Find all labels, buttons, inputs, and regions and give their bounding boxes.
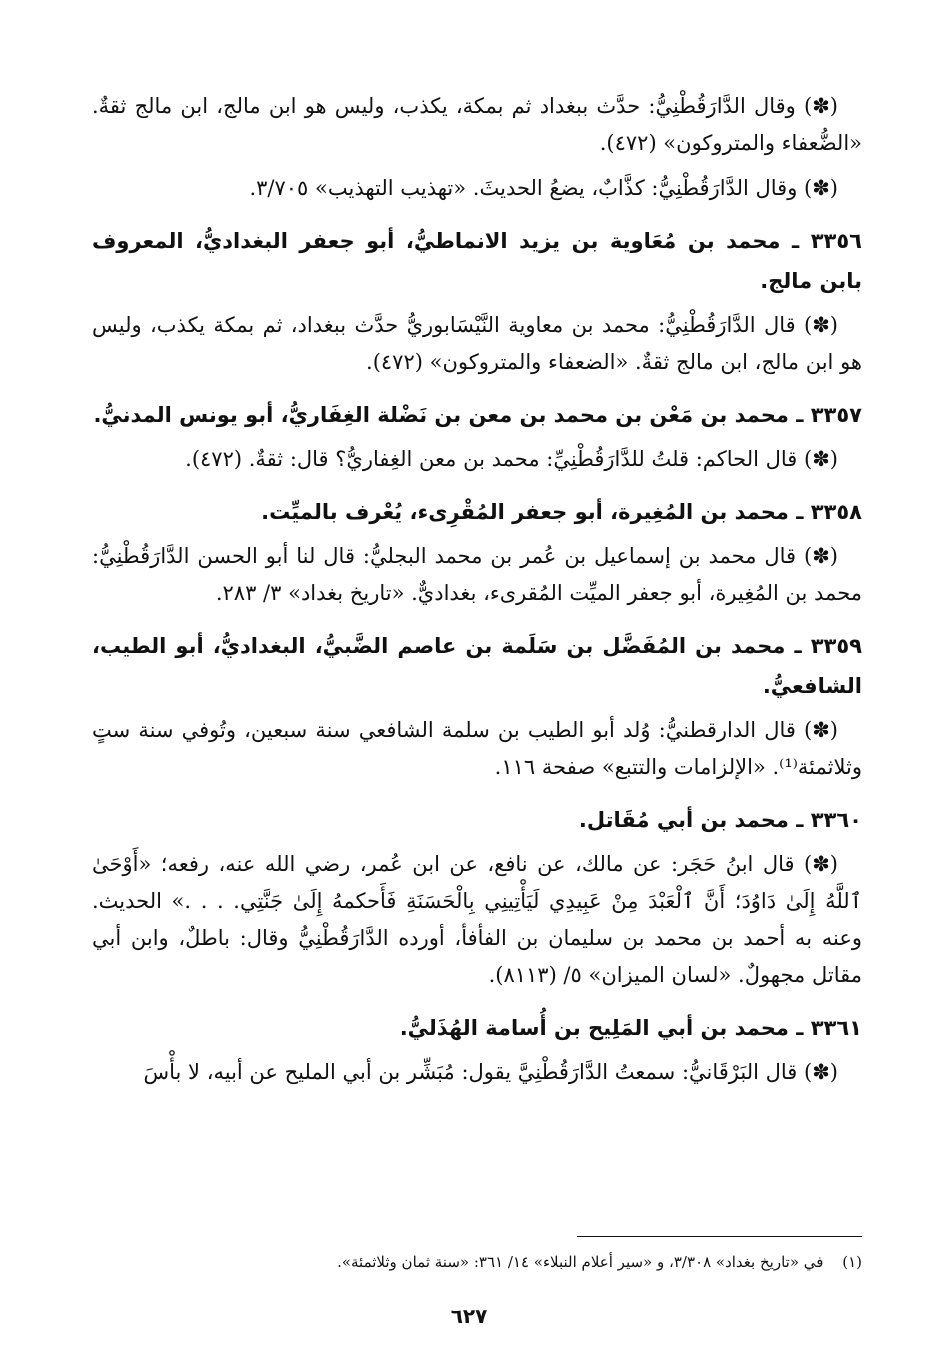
paragraph-3: (✽) قال الدَّارَقُطْنِيُّ: محمد بن معاوية النَّيْسَابوريُّ حدَّث ببغداد، ثم بمكة يكذب، وليس هو ابن مالج، ابن مالج ثقةٌ. «الضعفاء والمتروكون» (٤٧٢). [92,313,862,374]
entry-heading-3361: ٣٣٦١ ـ محمد بن أبي المَلِيح بن أُسامة الهُذَليُّ. [399,1016,862,1040]
page-number: ٦٢٧ [450,1304,488,1328]
entry-heading-3360: ٣٣٦٠ ـ محمد بن أبي مُقَاتل. [578,808,862,832]
paragraph-4: (✽) قال الحاكم: قلتُ للدَّارَقُطْنِيِّ: محمد بن معن الغِفاريُّ؟ قال: ثقةٌ. (٤٧٢). [185,447,838,471]
entry-heading-3359: ٣٣٥٩ ـ محمد بن المُفَضَّل بن سَلَمة بن عاصم الضَّبيُّ، البغداديُّ، أبو الطيب، الشافعيُّ. [92,634,862,698]
footnote-text: في «تاريخ بغداد» ٣/٣٠٨، و «سير أعلام النبلاء» ١٤/ ٣٦١: «سنة ثمان وثلاثمئة». [337,1253,824,1271]
paragraph-8: (✽) قال البَرْقَانيُّ: سمعتُ الدَّارَقُطْنِيَّ يقول: مُبَشِّر بن أبي المليح عن أبيه، لا بأْسَ [143,1060,838,1084]
paragraph-5: (✽) قال محمد بن إسماعيل بن عُمر بن محمد البجليُّ: قال لنا أبو الحسن الدَّارَقُطْنِيُّ: محمد بن المُغِيرة، أبو جعفر الميِّت المُقرىء، بغداديٌّ. «تاريخ بغداد» ٣/ ٢٨٣. [92,544,862,605]
paragraph-2: (✽) وقال الدَّارَقُطْنِيُّ: كذَّابٌ، يضعُ الحديثَ. «تهذيب التهذيب» ٣/٧٠٥. [249,176,838,200]
paragraph-1: (✽) وقال الدَّارَقُطْنِيُّ: حدَّث ببغداد ثم بمكة، يكذب، وليس هو ابن مالج، ابن مالج ثقةٌ. «الضُّعفاء والمتروكون» (٤٧٢). [92,94,862,155]
paragraph-7: (✽) قال ابنُ حَجَر: عن مالك، عن نافع، عن ابن عُمر، رضي الله عنه، رفعه؛ «أَوْحَىٰ ٱللَّهُ إِلَىٰ دَاوُدَ؛ أَنَّ ٱلْعَبْدَ مِنْ عَبِيدِي لَيَأْتِينِي بِالْحَسَنَةِ فَأَحكمهُ إِلَىٰ جَنَّتِي. . . .» الحديث. وعنه به أحمد بن محمد بن سليمان بن الفأفأ، أورده الدَّارَقُطْنِيُّ وقال: باطلٌ، وابن أبي مقاتل مجهولٌ. «لسان الميزان» ٥/ (٨١١٣). [92,852,862,987]
entry-heading-3356: ٣٣٥٦ ـ محمد بن مُعَاوية بن يزيد الانماطيُّ، أبو جعفر البغداديُّ، المعروف بابن مالج. [92,229,862,293]
footnote [92,1250,862,1274]
paragraph-6: (✽) قال الدارقطنيُّ: وُلد أبو الطيب بن سلمة الشافعي سنة سبعين، وتُوفي سنة ستٍ وثلاثمئة⁽¹⁾. «الإلزامات والتتبع» صفحة ١١٦. [92,718,862,779]
footnote-mark: (١) [842,1253,862,1271]
footnote-divider [577,1236,862,1237]
entry-heading-3358: ٣٣٥٨ ـ محمد بن المُغِيرة، أبو جعفر المُقْرِىء، يُعْرف بالميِّت. [261,500,862,524]
entry-heading-3357: ٣٣٥٧ ـ محمد بن مَعْن بن محمد بن معن بن نَضْلة الغِفَاريُّ، أبو يونس المدنيُّ. [93,403,862,427]
page-body [92,88,862,1099]
